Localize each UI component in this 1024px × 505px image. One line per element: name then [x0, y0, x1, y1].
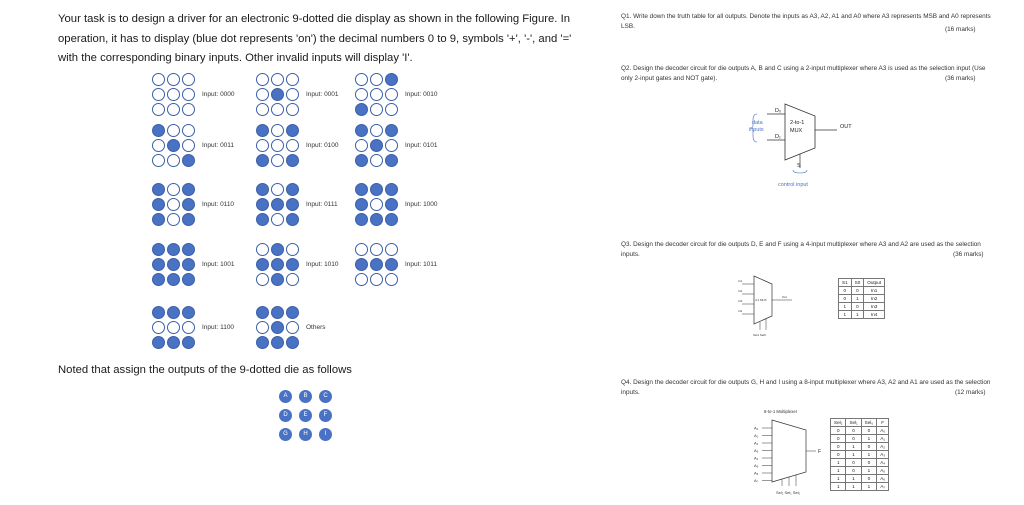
assign-dot-h: H [299, 428, 312, 441]
mux4-out: Out [782, 295, 787, 299]
mux4-in3: In3 [738, 299, 743, 303]
table-cell: 1 [846, 443, 861, 451]
die-dot [182, 183, 195, 196]
table-cell: 0 [831, 427, 846, 435]
die-dot [271, 88, 284, 101]
die-dot [355, 198, 368, 211]
die-dot [271, 154, 284, 167]
die-dot [167, 73, 180, 86]
die-3 [152, 124, 198, 170]
die-dot [152, 88, 165, 101]
die-dot [370, 139, 383, 152]
mux2-control: control input [778, 182, 808, 188]
die-dot [256, 88, 269, 101]
t4-header-output: Output [864, 279, 885, 287]
die-dot [286, 273, 299, 286]
table-cell: A₇ [877, 483, 889, 491]
die-dot [271, 198, 284, 211]
die-dot [182, 243, 195, 256]
table-row [831, 427, 889, 435]
die-dot [152, 73, 165, 86]
die-dot [370, 198, 383, 211]
die-dot [286, 306, 299, 319]
table-cell: 0 [861, 459, 877, 467]
die-dot [182, 73, 195, 86]
table-cell: A₅ [877, 467, 889, 475]
assign-dot-c: C [319, 390, 332, 403]
table-cell: 1 [861, 435, 877, 443]
die-dot [182, 213, 195, 226]
die-12 [152, 306, 198, 352]
die-dot [182, 306, 195, 319]
die-dot [167, 139, 180, 152]
die-13 [256, 306, 302, 352]
die-dot [370, 273, 383, 286]
die-dot [286, 321, 299, 334]
die-8 [355, 183, 401, 229]
die-dot [271, 336, 284, 349]
q2-marks: (36 marks) [945, 75, 976, 82]
die-dot [167, 321, 180, 334]
die-dot [167, 336, 180, 349]
die-dot [286, 73, 299, 86]
die-dot [286, 139, 299, 152]
mux8-sel: Sel₂ Sel₁ Sel₀ [776, 490, 801, 495]
table-row [831, 435, 889, 443]
mux2-data2: inputs [749, 127, 764, 133]
die-dot [167, 198, 180, 211]
die-label: Input: 0000 [202, 91, 235, 98]
die-dot [271, 306, 284, 319]
die-dot [167, 154, 180, 167]
die-dot [355, 273, 368, 286]
question-1: Q1. Write down the truth table for all outputs. Denote the inputs as A3, A2, A1 and A0 where A3 represents MSB and A0 represents LSB. [621, 13, 991, 30]
die-dot [355, 73, 368, 86]
die-dot [167, 124, 180, 137]
die-dot [256, 124, 269, 137]
die-dot [256, 73, 269, 86]
die-dot [286, 88, 299, 101]
mux8-input-label: A₃ [754, 448, 759, 453]
die-dot [271, 139, 284, 152]
assign-dot-g: G [279, 428, 292, 441]
die-dot [152, 321, 165, 334]
table-cell: 0 [846, 467, 861, 475]
mux2-out: OUT [840, 124, 852, 130]
die-dot [385, 88, 398, 101]
die-dot [385, 139, 398, 152]
mux8-input-label: A₆ [754, 470, 759, 476]
table-row [831, 483, 889, 491]
die-dot [286, 258, 299, 271]
mux8-title: 8-to-1 Multiplexer [764, 409, 798, 414]
die-dot [152, 183, 165, 196]
die-dot [385, 103, 398, 116]
mux8-truth-table: Sel₂ Sel₁ Sel₀ F 0 0 0 A₀ 0 0 1 A₁ 0 1 0 A₂ 0 1 1 A₃ 1 0 0 A₄ 1 0 1 A₅ 1 1 0 A₆ 1 1 1 A₇ [830, 418, 889, 491]
table-row [831, 451, 889, 459]
die-dot [286, 243, 299, 256]
die-dot [355, 213, 368, 226]
die-dot [182, 321, 195, 334]
assign-dot-d: D [279, 409, 292, 422]
die-dot [370, 73, 383, 86]
table-cell: A₄ [877, 459, 889, 467]
die-label: Input: 0011 [202, 142, 235, 149]
question-2: Q2. Design the decoder circuit for die outputs A, B and C using a 2-input multiplexer where A3 is used as the selection input (Use only 2-input gates and NOT gate). [621, 65, 986, 82]
die-dot [152, 336, 165, 349]
table-cell: 0 [861, 475, 877, 483]
mux2-title2: MUX [790, 128, 803, 134]
die-dot [167, 213, 180, 226]
table-cell: A₂ [877, 443, 889, 451]
table-row [831, 459, 889, 467]
mux4-in1: In1 [738, 279, 743, 283]
die-dot [286, 103, 299, 116]
die-label: Others [306, 324, 326, 331]
die-dot [152, 243, 165, 256]
die-dot [152, 258, 165, 271]
table-cell: 0 [861, 427, 877, 435]
mux4-diagram [738, 272, 810, 342]
die-dot [370, 103, 383, 116]
table-cell: 1 [861, 483, 877, 491]
die-dot [256, 273, 269, 286]
die-dot [385, 273, 398, 286]
die-dot [271, 213, 284, 226]
die-dot [167, 88, 180, 101]
dice-figure [0, 0, 520, 360]
die-dot [370, 183, 383, 196]
die-dot [286, 213, 299, 226]
intro-paragraph: Your task is to design a driver for an electronic 9-dotted die display as shown in the following Figure. In operation, it has to display (blue dot represents 'on') the decimal numbers 0 to 9, symbols '+', '-', and '=' with the corresponding binary inputs. Other invalid inputs will display 'I'. [58, 13, 572, 64]
die-dot [256, 258, 269, 271]
die-dot [167, 273, 180, 286]
die-dot [271, 273, 284, 286]
die-dot [256, 336, 269, 349]
table-cell: 0 [861, 443, 877, 451]
die-dot [385, 154, 398, 167]
table-cell: 0 [831, 443, 846, 451]
die-dot [182, 154, 195, 167]
die-7 [256, 183, 302, 229]
table-cell: 0 [846, 435, 861, 443]
question-3: Q3. Design the decoder circuit for die outputs D, E and F using a 4-input multiplexer where A3 and A2 are used as the selection inputs. [621, 241, 981, 258]
die-dot [182, 258, 195, 271]
die-dot [152, 103, 165, 116]
table-cell: A₃ [877, 451, 889, 459]
mux2-d0: D₀ [775, 108, 782, 114]
table-cell: 0 [831, 435, 846, 443]
die-dot [355, 243, 368, 256]
die-10 [256, 243, 302, 289]
die-1 [256, 73, 302, 119]
die-dot [152, 124, 165, 137]
die-dot [152, 273, 165, 286]
die-label: Input: 1100 [202, 324, 235, 331]
die-dot [370, 154, 383, 167]
die-dot [271, 124, 284, 137]
mux8-diagram [752, 406, 832, 498]
die-dot [256, 306, 269, 319]
table-cell: 1 [831, 459, 846, 467]
die-dot [385, 124, 398, 137]
table-cell: 0 [846, 427, 861, 435]
die-dot [370, 213, 383, 226]
die-dot [355, 258, 368, 271]
die-dot [355, 103, 368, 116]
die-dot [385, 73, 398, 86]
mux8-input-label: A₄ [754, 455, 759, 461]
die-9 [152, 243, 198, 289]
q4-marks: (12 marks) [955, 389, 986, 396]
die-label: Input: 1000 [405, 201, 438, 208]
die-dot [355, 183, 368, 196]
die-0 [152, 73, 198, 119]
die-dot [256, 321, 269, 334]
die-dot [182, 273, 195, 286]
die-label: Input: 0001 [306, 91, 339, 98]
table-cell: 1 [831, 483, 846, 491]
table-cell: 1 [846, 483, 861, 491]
die-label: Input: 0101 [405, 142, 438, 149]
mux4-truth-table: S1 S0 Output 0 0 In1 0 1 In2 1 0 In3 1 1 In4 [838, 278, 885, 319]
die-dot [370, 124, 383, 137]
die-dot [152, 154, 165, 167]
die-label: Input: 1001 [202, 261, 235, 268]
assignment-note: Noted that assign the outputs of the 9-dotted die as follows [58, 364, 352, 376]
die-dot [256, 154, 269, 167]
die-dot [271, 321, 284, 334]
assign-dot-e: E [299, 409, 312, 422]
die-dot [355, 124, 368, 137]
assign-dot-b: B [299, 390, 312, 403]
t4-header-s1: S1 [839, 279, 852, 287]
table-cell: 1 [861, 451, 877, 459]
mux2-title: 2-to-1 [790, 120, 805, 126]
mux2-data: data [752, 120, 763, 126]
die-dot [355, 139, 368, 152]
table-row [831, 443, 889, 451]
die-dot [256, 213, 269, 226]
die-dot [256, 198, 269, 211]
die-dot [167, 183, 180, 196]
die-label: Input: 1011 [405, 261, 438, 268]
die-dot [355, 88, 368, 101]
die-dot [370, 243, 383, 256]
die-4 [256, 124, 302, 170]
die-dot [256, 183, 269, 196]
die-dot [182, 336, 195, 349]
die-dot [370, 258, 383, 271]
die-label: Input: 0100 [306, 142, 339, 149]
mux8-input-label: A₁ [754, 433, 759, 438]
die-dot [286, 124, 299, 137]
mux8-input-label: A₇ [754, 478, 759, 483]
die-dot [182, 139, 195, 152]
die-dot [370, 88, 383, 101]
die-dot [152, 198, 165, 211]
question-4: Q4. Design the decoder circuit for die outputs G, H and I using a 8-input multiplexer where A3, A2 and A1 are used as the selection inputs. [621, 379, 991, 396]
table-row [831, 475, 889, 483]
mux2-diagram [745, 100, 885, 196]
die-dot [385, 183, 398, 196]
mux8-input-label: A₅ [754, 463, 759, 468]
die-dot [167, 258, 180, 271]
table-row [831, 467, 889, 475]
table-cell: 1 [846, 451, 861, 459]
die-label: Input: 0111 [306, 201, 338, 208]
die-11 [355, 243, 401, 289]
die-6 [152, 183, 198, 229]
table-cell: 0 [831, 451, 846, 459]
table-cell: 1 [831, 475, 846, 483]
die-dot [271, 73, 284, 86]
die-dot [385, 258, 398, 271]
mux8-input-label: A₀ [754, 425, 759, 431]
die-dot [182, 103, 195, 116]
die-dot [256, 243, 269, 256]
mux8-input-label: A₂ [754, 440, 759, 446]
t4-header-s0: S0 [851, 279, 864, 287]
die-dot [271, 183, 284, 196]
die-dot [256, 139, 269, 152]
die-dot [256, 103, 269, 116]
die-dot [182, 198, 195, 211]
die-label: Input: 0110 [202, 201, 235, 208]
die-5 [355, 124, 401, 170]
die-dot [271, 258, 284, 271]
table-cell: 1 [861, 467, 877, 475]
die-dot [152, 213, 165, 226]
die-dot [167, 243, 180, 256]
die-dot [286, 154, 299, 167]
die-label: Input: 1010 [306, 261, 339, 268]
q3-marks: (36 marks) [953, 251, 984, 258]
mux8-out: F [818, 449, 822, 455]
table-cell: A₆ [877, 475, 889, 483]
assign-dot-i: I [319, 428, 332, 441]
mux4-title: 4:1 MUX [755, 298, 767, 302]
die-dot [286, 336, 299, 349]
die-dot [152, 139, 165, 152]
assign-dot-f: F [319, 409, 332, 422]
die-dot [152, 306, 165, 319]
die-dot [167, 103, 180, 116]
table-cell: A₀ [877, 427, 889, 435]
table-cell: 1 [831, 467, 846, 475]
table-cell: 0 [846, 459, 861, 467]
table-cell: 1 [846, 475, 861, 483]
die-dot [167, 306, 180, 319]
die-dot [271, 103, 284, 116]
die-dot [385, 243, 398, 256]
die-dot [182, 124, 195, 137]
die-dot [385, 198, 398, 211]
die-dot [385, 213, 398, 226]
mux2-s: S [797, 163, 801, 169]
assign-dot-a: A [279, 390, 292, 403]
mux2-d1: D₁ [775, 134, 781, 140]
die-dot [355, 154, 368, 167]
q1-marks: (16 marks) [945, 26, 976, 33]
mux4-sel: Sel1 Sel0 [753, 333, 766, 337]
die-label: Input: 0010 [405, 91, 438, 98]
die-dot [182, 88, 195, 101]
die-dot [286, 183, 299, 196]
die-dot [271, 243, 284, 256]
mux4-in4: In4 [738, 309, 743, 313]
mux4-in2: In2 [738, 289, 743, 293]
die-2 [355, 73, 401, 119]
table-cell: A₁ [877, 435, 889, 443]
die-dot [286, 198, 299, 211]
